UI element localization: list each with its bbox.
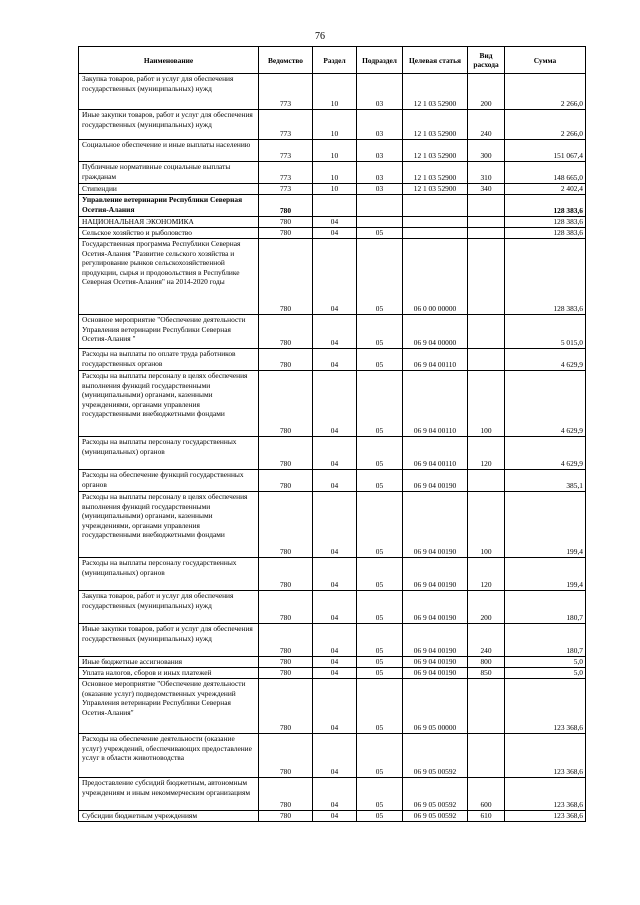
cell-name: Расходы на выплаты персоналу государственных (муниципальных) органов	[79, 437, 259, 470]
cell-subsection: 05	[357, 228, 403, 239]
cell-subsection: 05	[357, 371, 403, 437]
cell-sum: 4 629,9	[505, 371, 586, 437]
cell-expense-type	[468, 239, 505, 315]
table-row	[79, 679, 586, 734]
cell-name: Расходы на выплаты по оплате труда работников государственных органов	[79, 349, 259, 371]
cell-department: 773	[259, 74, 313, 110]
cell-sum: 4 629,9	[505, 437, 586, 470]
cell-department: 780	[259, 679, 313, 734]
table-row	[79, 349, 586, 371]
cell-name: Закупка товаров, работ и услуг для обеспечения государственных (муниципальных) нужд	[79, 74, 259, 110]
cell-sum: 385,1	[505, 470, 586, 492]
cell-expense-type: 200	[468, 74, 505, 110]
cell-department: 780	[259, 470, 313, 492]
cell-name: Основное мероприятие "Обеспечение деятельности Управления ветеринарии Республики Северная Осетия-Алания "	[79, 315, 259, 349]
cell-subsection: 05	[357, 437, 403, 470]
cell-sum: 180,7	[505, 624, 586, 657]
cell-subsection: 03	[357, 140, 403, 162]
table-row	[79, 668, 586, 679]
cell-target: 06 9 05 00592	[403, 811, 468, 822]
cell-sum: 4 629,9	[505, 349, 586, 371]
cell-department: 780	[259, 811, 313, 822]
cell-target: 06 9 04 00190	[403, 668, 468, 679]
cell-sum: 199,4	[505, 492, 586, 558]
cell-department: 773	[259, 162, 313, 184]
cell-expense-type: 600	[468, 778, 505, 811]
cell-section: 04	[313, 558, 357, 591]
cell-section: 04	[313, 228, 357, 239]
cell-sum: 2 266,0	[505, 110, 586, 140]
cell-subsection: 05	[357, 624, 403, 657]
cell-name: Уплата налогов, сборов и иных платежей	[79, 668, 259, 679]
table-row	[79, 162, 586, 184]
cell-target: 12 1 03 52900	[403, 140, 468, 162]
cell-name: Социальное обеспечение и иные выплаты населению	[79, 140, 259, 162]
cell-target	[403, 195, 468, 217]
cell-expense-type: 340	[468, 184, 505, 195]
cell-target: 06 9 04 00000	[403, 315, 468, 349]
cell-name: Расходы на выплаты персоналу в целях обеспечения выполнения функций государственными (муниципальными) органами, казенными учреждениями, органами управления государственными внебюджетными фондами	[79, 492, 259, 558]
cell-name: Расходы на обеспечение функций государственных органов	[79, 470, 259, 492]
cell-section: 04	[313, 734, 357, 778]
cell-sum: 2 266,0	[505, 74, 586, 110]
cell-target: 06 9 04 00190	[403, 657, 468, 668]
cell-target: 06 9 04 00190	[403, 492, 468, 558]
cell-subsection: 03	[357, 184, 403, 195]
cell-name: Предоставление субсидий бюджетным, автономным учреждениям и иным некоммерческим организациям	[79, 778, 259, 811]
cell-section: 10	[313, 74, 357, 110]
cell-expense-type: 240	[468, 110, 505, 140]
cell-section: 04	[313, 349, 357, 371]
cell-section: 10	[313, 184, 357, 195]
cell-name: Стипендии	[79, 184, 259, 195]
cell-sum: 123 368,6	[505, 811, 586, 822]
cell-section	[313, 195, 357, 217]
cell-target: 12 1 03 52900	[403, 110, 468, 140]
cell-subsection: 05	[357, 239, 403, 315]
cell-subsection: 05	[357, 492, 403, 558]
cell-section: 04	[313, 315, 357, 349]
cell-department: 780	[259, 492, 313, 558]
table-row	[79, 315, 586, 349]
cell-target	[403, 217, 468, 228]
cell-department: 780	[259, 437, 313, 470]
table-row	[79, 437, 586, 470]
cell-name: НАЦИОНАЛЬНАЯ ЭКОНОМИКА	[79, 217, 259, 228]
cell-section: 10	[313, 140, 357, 162]
cell-expense-type: 120	[468, 437, 505, 470]
cell-subsection	[357, 195, 403, 217]
cell-expense-type	[468, 195, 505, 217]
cell-subsection: 05	[357, 657, 403, 668]
cell-target: 12 1 03 52900	[403, 162, 468, 184]
cell-subsection: 05	[357, 679, 403, 734]
header-department: Ведомство	[259, 47, 313, 74]
cell-department: 773	[259, 184, 313, 195]
table-row	[79, 239, 586, 315]
header-section: Раздел	[313, 47, 357, 74]
cell-sum: 5 015,0	[505, 315, 586, 349]
cell-name: Управление ветеринарии Республики Северная Осетия-Алания	[79, 195, 259, 217]
cell-department: 780	[259, 734, 313, 778]
cell-expense-type	[468, 228, 505, 239]
cell-target: 12 1 03 52900	[403, 74, 468, 110]
cell-expense-type: 610	[468, 811, 505, 822]
table-row	[79, 558, 586, 591]
cell-department: 780	[259, 228, 313, 239]
table-row	[79, 811, 586, 822]
cell-section: 04	[313, 657, 357, 668]
cell-name: Расходы на обеспечение деятельности (оказание услуг) учреждений, обеспечивающих предоставление услуг в области животноводства	[79, 734, 259, 778]
cell-department: 780	[259, 349, 313, 371]
table-row	[79, 470, 586, 492]
cell-sum: 151 067,4	[505, 140, 586, 162]
cell-name: Основное мероприятие "Обеспечение деятельности (оказание услуг) подведомственных учреждений Управления ветеринарии Республики Северная Осетия-Алания"	[79, 679, 259, 734]
cell-section: 04	[313, 437, 357, 470]
table-header-row	[79, 47, 586, 74]
cell-sum: 123 368,6	[505, 778, 586, 811]
cell-department: 773	[259, 140, 313, 162]
cell-name: Закупка товаров, работ и услуг для обеспечения государственных (муниципальных) нужд	[79, 591, 259, 624]
table-row	[79, 591, 586, 624]
cell-section: 04	[313, 668, 357, 679]
cell-section: 04	[313, 371, 357, 437]
cell-sum: 148 665,0	[505, 162, 586, 184]
cell-section: 10	[313, 110, 357, 140]
cell-sum: 123 368,6	[505, 734, 586, 778]
cell-expense-type	[468, 217, 505, 228]
cell-subsection	[357, 217, 403, 228]
cell-subsection: 05	[357, 778, 403, 811]
cell-subsection: 03	[357, 162, 403, 184]
cell-expense-type: 100	[468, 371, 505, 437]
budget-table	[78, 46, 586, 822]
cell-subsection: 05	[357, 811, 403, 822]
cell-name: Иные бюджетные ассигнования	[79, 657, 259, 668]
cell-department: 780	[259, 591, 313, 624]
cell-expense-type	[468, 679, 505, 734]
table-row	[79, 184, 586, 195]
cell-subsection: 05	[357, 734, 403, 778]
cell-department: 773	[259, 110, 313, 140]
cell-expense-type	[468, 315, 505, 349]
header-expense-type: Вид расхода	[468, 47, 505, 74]
cell-department: 780	[259, 778, 313, 811]
header-name: Наименование	[79, 47, 259, 74]
cell-sum: 128 383,6	[505, 228, 586, 239]
cell-target: 06 9 05 00000	[403, 679, 468, 734]
table-row	[79, 228, 586, 239]
cell-expense-type: 100	[468, 492, 505, 558]
cell-subsection: 05	[357, 349, 403, 371]
cell-sum: 123 368,6	[505, 679, 586, 734]
table-row	[79, 140, 586, 162]
cell-department: 780	[259, 217, 313, 228]
cell-subsection: 05	[357, 315, 403, 349]
header-target: Целевая статья	[403, 47, 468, 74]
cell-name: Субсидии бюджетным учреждениям	[79, 811, 259, 822]
header-subsection: Подраздел	[357, 47, 403, 74]
cell-name: Государственная программа Республики Северная Осетия-Алания "Развитие сельского хозяйства и регулирование рынков сельскохозяйственной продукции, сырья и продовольствия в Республике Северная Осетия-Алания" на 2014-2020 годы	[79, 239, 259, 315]
cell-department: 780	[259, 239, 313, 315]
cell-section: 04	[313, 811, 357, 822]
cell-target: 06 9 04 00190	[403, 624, 468, 657]
cell-section: 04	[313, 470, 357, 492]
table-row	[79, 734, 586, 778]
cell-sum: 5,0	[505, 668, 586, 679]
cell-sum: 128 383,6	[505, 195, 586, 217]
cell-expense-type	[468, 349, 505, 371]
page-number: 76	[315, 31, 325, 42]
cell-department: 780	[259, 657, 313, 668]
cell-section: 04	[313, 217, 357, 228]
cell-name: Сельское хозяйство и рыболовство	[79, 228, 259, 239]
header-sum: Сумма	[505, 47, 586, 74]
cell-subsection: 03	[357, 74, 403, 110]
cell-expense-type: 240	[468, 624, 505, 657]
cell-target: 06 9 04 00190	[403, 470, 468, 492]
cell-department: 780	[259, 315, 313, 349]
cell-expense-type: 120	[468, 558, 505, 591]
cell-sum: 199,4	[505, 558, 586, 591]
cell-section: 04	[313, 239, 357, 315]
cell-section: 10	[313, 162, 357, 184]
cell-section: 04	[313, 624, 357, 657]
table-row	[79, 371, 586, 437]
cell-expense-type	[468, 734, 505, 778]
cell-department: 780	[259, 624, 313, 657]
cell-sum: 2 402,4	[505, 184, 586, 195]
table-row	[79, 195, 586, 217]
cell-target: 06 9 04 00110	[403, 371, 468, 437]
table-row	[79, 74, 586, 110]
cell-target: 06 9 05 00592	[403, 734, 468, 778]
cell-department: 780	[259, 668, 313, 679]
cell-subsection: 03	[357, 110, 403, 140]
cell-expense-type	[468, 470, 505, 492]
cell-target	[403, 228, 468, 239]
cell-department: 780	[259, 371, 313, 437]
cell-subsection: 05	[357, 558, 403, 591]
cell-name: Иные закупки товаров, работ и услуг для обеспечения государственных (муниципальных) нужд	[79, 110, 259, 140]
cell-sum: 128 383,6	[505, 239, 586, 315]
cell-expense-type: 850	[468, 668, 505, 679]
cell-section: 04	[313, 778, 357, 811]
table-row	[79, 217, 586, 228]
cell-target: 06 9 04 00110	[403, 349, 468, 371]
cell-target: 06 9 04 00190	[403, 558, 468, 591]
cell-name: Расходы на выплаты персоналу в целях обеспечения выполнения функций государственными (муниципальными) органами, казенными учреждениями, органами управления государственными внебюджетными фондами	[79, 371, 259, 437]
cell-department: 780	[259, 558, 313, 591]
cell-target: 12 1 03 52900	[403, 184, 468, 195]
table-row	[79, 778, 586, 811]
cell-expense-type: 200	[468, 591, 505, 624]
cell-sum: 128 383,6	[505, 217, 586, 228]
cell-target: 06 9 05 00592	[403, 778, 468, 811]
table-row	[79, 492, 586, 558]
cell-section: 04	[313, 591, 357, 624]
cell-subsection: 05	[357, 591, 403, 624]
cell-name: Публичные нормативные социальные выплаты гражданам	[79, 162, 259, 184]
table-row	[79, 624, 586, 657]
cell-target: 06 9 04 00110	[403, 437, 468, 470]
cell-expense-type: 300	[468, 140, 505, 162]
cell-subsection: 05	[357, 470, 403, 492]
cell-name: Иные закупки товаров, работ и услуг для обеспечения государственных (муниципальных) нужд	[79, 624, 259, 657]
cell-expense-type: 800	[468, 657, 505, 668]
cell-section: 04	[313, 679, 357, 734]
cell-target: 06 0 00 00000	[403, 239, 468, 315]
cell-sum: 180,7	[505, 591, 586, 624]
cell-section: 04	[313, 492, 357, 558]
cell-name: Расходы на выплаты персоналу государственных (муниципальных) органов	[79, 558, 259, 591]
table-body	[79, 74, 586, 822]
cell-department: 780	[259, 195, 313, 217]
cell-sum: 5,0	[505, 657, 586, 668]
table-row	[79, 657, 586, 668]
cell-target: 06 9 04 00190	[403, 591, 468, 624]
cell-subsection: 05	[357, 668, 403, 679]
cell-expense-type: 310	[468, 162, 505, 184]
table-row	[79, 110, 586, 140]
